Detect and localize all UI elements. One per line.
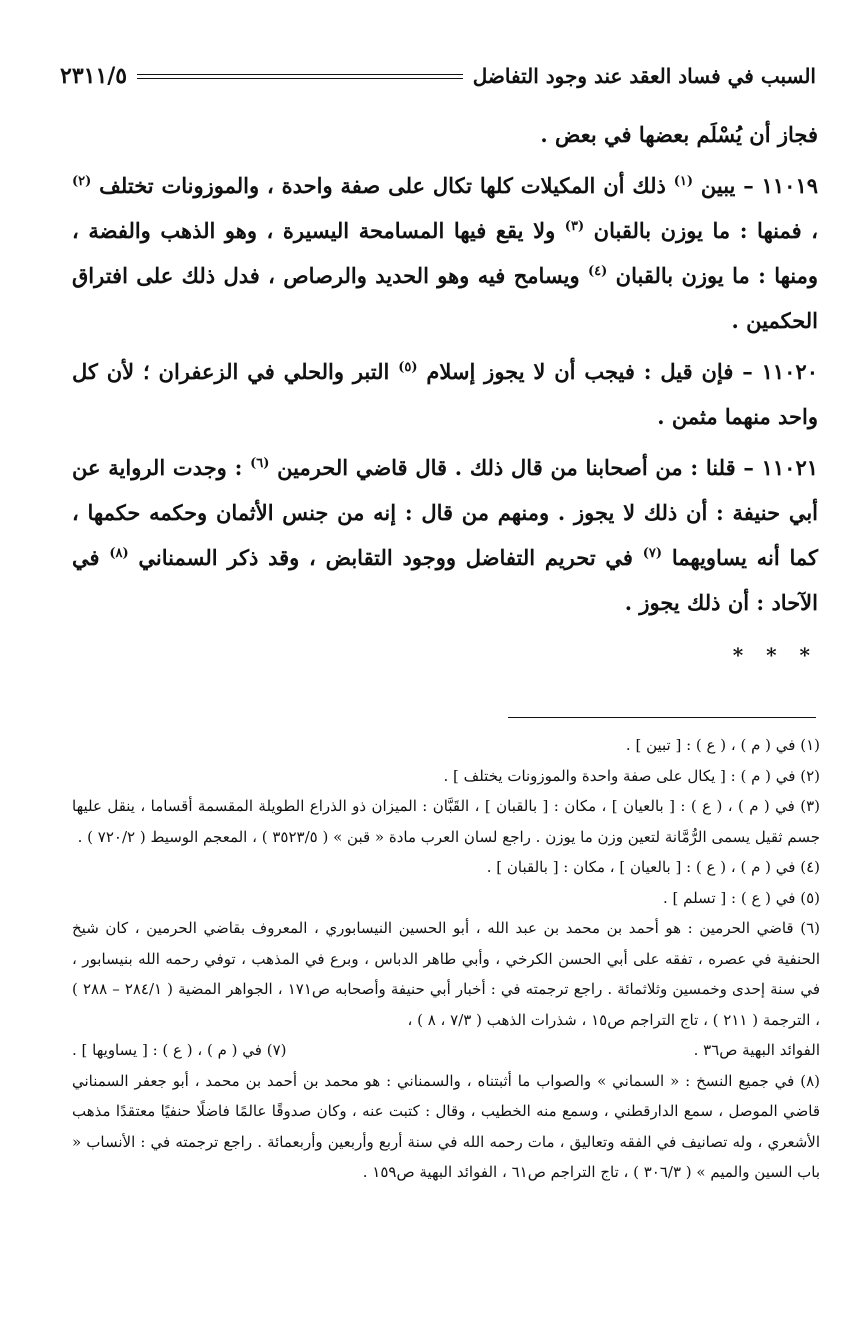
running-title: السبب في فساد العقد عند وجود التفاضل — [472, 64, 816, 88]
footnote-4: (٤) في ( م ) ، ( ع ) : [ بالعيان ] ، مكان : [ بالقبان ] . — [486, 858, 820, 876]
paragraph-number: ١١٠٢١ — [761, 455, 819, 480]
paragraph-number: ١١٠١٩ — [761, 173, 819, 198]
footnote-8: (٨) في جميع النسخ : « السماني » والصواب ما أثبتناه ، والسمناني : هو محمد بن أحمد بن محمد ، أبو جعفر السمناني قاضي الموصل ، سمع الدارقطني ، وسمع منه الخطيب ، وقال : كتبت عنه ، وكان صدوقًا عالمًا فاضلًا حنفيًا معتقدًا مذهب الأشعري ، وله تصانيف في الفقه وتعاليق ، مات رحمه الله في سنة أربع وأربعين وأربعمائة . راجع ترجمته في : الأنساب « باب السين والميم » ( ٣٠٦/٣ ) ، تاج التراجم ص٦١ ، الفوائد البهية ص١٥٩ . — [72, 1071, 820, 1181]
footnote-line-6-7 — [72, 1035, 820, 1066]
footnote-6-end: الفوائد البهية ص٣٦ . — [693, 1041, 820, 1059]
footnote-3: (٣) في ( م ) ، ( ع ) : [ بالعيان ] ، مكان : [ بالقبان ] ، القَبَّان : الميزان ذو الذراع الطويلة المقسمة أقساما ، ينقل عليها جسم ثقيل يسمى الرُّمَّانة لتعين وزن ما يوزن . راجع لسان العرب مادة « قبن » ( ٣٥٢٣/٥ ) ، المعجم الوسيط ( ٧٢٠/٢ ) . — [72, 797, 820, 846]
footnotes-section — [72, 730, 820, 1188]
paragraph-11019 — [72, 163, 818, 343]
paragraph-number: ١١٠٢٠ — [761, 359, 818, 384]
footnote-7: (٧) في ( م ) ، ( ع ) : [ يساويها ] . — [72, 1041, 287, 1059]
footnote-ref-2[interactable]: (٢) — [72, 174, 92, 189]
paragraph-text: – يبين — [700, 173, 754, 198]
footnote-ref-4[interactable]: (٤) — [588, 264, 608, 279]
paragraph-text: ويسامح فيه وهو الحديد والرصاص ، فدل ذلك على افتراق الحكمين . — [72, 263, 818, 333]
footnote-1: (١) في ( م ) ، ( ع ) : [ تبين ] . — [625, 736, 820, 754]
paragraph-text: – قلنا : من أصحابنا من قال ذلك . قال قاضي الحرمين — [277, 455, 754, 480]
paragraph-text: ، فمنها : ما يوزن بالقبان — [593, 218, 818, 243]
footnote-ref-8[interactable]: (٨) — [109, 546, 129, 561]
opening-line — [72, 112, 818, 157]
paragraph-11021 — [72, 445, 818, 625]
paragraph-text: ذلك أن المكيلات كلها تكال على صفة واحدة ، والموزونات تختلف — [99, 173, 666, 198]
footnote-ref-7[interactable]: (٧) — [642, 546, 663, 561]
paragraph-text: : وجدت الرواية عن أبي حنيفة : أن ذلك لا يجوز . ومنهم من قال : إنه من جنس الأثمان وحكمه حكمها ، كما أنه يساويهما — [72, 455, 819, 570]
paragraph-text: التبر والحلي في الزعفران ؛ لأن كل واحد منهما مثمن . — [72, 359, 818, 429]
running-header — [60, 58, 816, 94]
paragraph-text: في الآحاد : أن ذلك يجوز . — [72, 545, 818, 615]
footnote-2: (٢) في ( م ) : [ يكال على صفة واحدة والموزونات يختلف ] . — [443, 766, 820, 785]
header-rule — [137, 74, 463, 79]
footnote-ref-1[interactable]: (١) — [673, 174, 693, 189]
paragraph-text: ولا يقع فيها المسامحة اليسيرة ، وهو الذهب والفضة ، ومنها : ما يوزن بالقبان — [72, 218, 819, 288]
footnote-ref-6[interactable]: (٦) — [250, 456, 270, 471]
opening-text: فجاز أن يُسْلَم بعضها في بعض . — [540, 122, 818, 147]
footnote-ref-3[interactable]: (٣) — [564, 219, 585, 234]
section-separator: * * * — [732, 643, 818, 667]
main-text — [72, 112, 818, 678]
paragraph-text: – فإن قيل : فيجب أن لا يجوز إسلام — [426, 359, 753, 384]
footnote-6: (٦) قاضي الحرمين : هو أحمد بن محمد بن عبد الله ، أبو الحسين النيسابوري ، المعروف بقاضي الحرمين ، كان شيخ الحنفية في عصره ، تفقه على أبي الحسن الكرخي ، وأبي طاهر الدباس ، وبرع في المذهب ، توفي رحمه الله بنيسابور ، في سنة إحدى وخمسين وثلاثمائة . راجع ترجمته في : أخبار أبي حنيفة وأصحابه ص١٧١ ، الجواهر المضية ( ٢٨٤/١ – ٢٨٨ ) ، الترجمة ( ٢١١ ) ، تاج التراجم ص١٥ ، شذرات الذهب ( ٧/٣ ، ٨ ) ، — [72, 919, 821, 1029]
footnote-ref-5[interactable]: (٥) — [398, 360, 418, 375]
paragraph-11020 — [72, 349, 818, 439]
page-number: ٢٣١١/٥ — [60, 63, 128, 89]
footnote-rule — [508, 717, 816, 718]
paragraph-text: في تحريم التفاضل ووجود التقابض ، وقد ذكر السمناني — [138, 545, 633, 570]
footnote-5: (٥) في ( ع ) : [ تسلم ] . — [662, 888, 820, 907]
